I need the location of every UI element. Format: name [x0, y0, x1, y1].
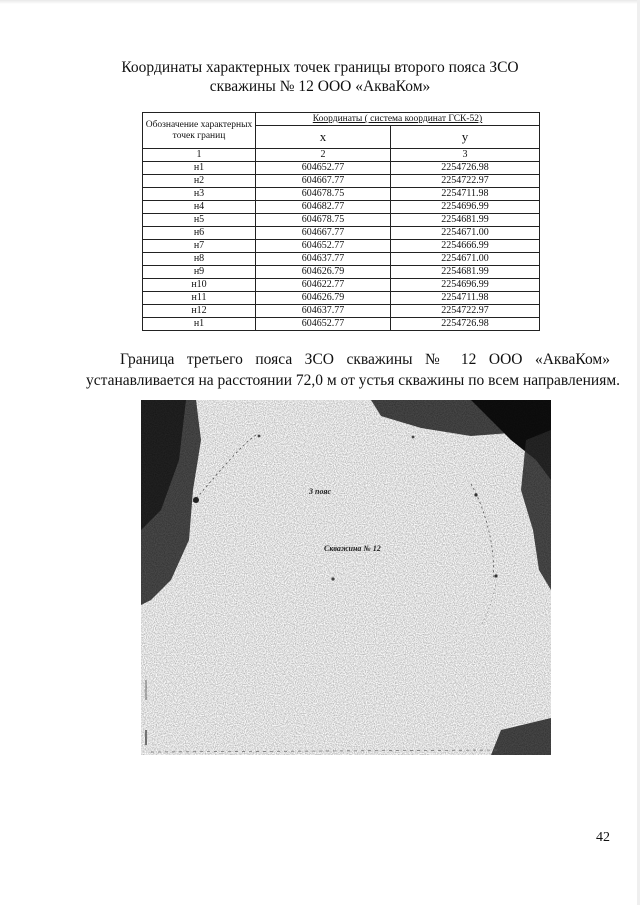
y-value: 2254711.98: [390, 188, 539, 201]
table-row: [143, 227, 540, 240]
col-number-2: 2: [256, 149, 391, 162]
table-row: [143, 240, 540, 253]
point-name: н2: [143, 175, 256, 188]
table-row: [143, 253, 540, 266]
col-header-y: у: [390, 126, 539, 149]
table-row: [143, 162, 540, 175]
table-row: [143, 201, 540, 214]
x-value: 604626.79: [256, 292, 391, 305]
point-name: н12: [143, 305, 256, 318]
point-name: н9: [143, 266, 256, 279]
point-name: н7: [143, 240, 256, 253]
table-row: [143, 214, 540, 227]
x-value: 604678.75: [256, 188, 391, 201]
paragraph-line-1: Граница третьего пояса ЗСО скважины № 12 ООО «АкваКом»: [120, 351, 610, 368]
y-value: 2254696.99: [390, 201, 539, 214]
page-number: 42: [596, 830, 610, 845]
table-row: [143, 318, 540, 331]
y-value: 2254681.99: [390, 214, 539, 227]
table-row: [143, 188, 540, 201]
x-value: 604652.77: [256, 240, 391, 253]
col-number-1: 1: [143, 149, 256, 162]
title-line-1: Координаты характерных точек границы второго пояса ЗСО: [121, 59, 519, 76]
y-value: 2254711.98: [390, 292, 539, 305]
x-value: 604637.77: [256, 253, 391, 266]
y-value: 2254671.00: [390, 227, 539, 240]
third-zone-paragraph: [86, 349, 621, 391]
x-value: 604678.75: [256, 214, 391, 227]
col-header-point-name: Обозначение характерных точек границ: [143, 113, 256, 149]
boundary-point-marker: [412, 436, 415, 439]
col-header-coordinates: Координаты ( система координат ГСК-52): [256, 113, 540, 126]
coordinates-table-body: [143, 162, 540, 331]
y-value: 2254696.99: [390, 279, 539, 292]
well-label: Скважина № 12: [324, 544, 381, 553]
table-row: [143, 279, 540, 292]
x-value: 604637.77: [256, 305, 391, 318]
point-name: н10: [143, 279, 256, 292]
boundary-point-marker: [474, 493, 477, 496]
scan-edge-top: [0, 0, 640, 4]
y-value: 2254722.97: [390, 305, 539, 318]
point-name: н8: [143, 253, 256, 266]
col-number-3: 3: [390, 149, 539, 162]
table-row: [143, 175, 540, 188]
y-value: 2254726.98: [390, 162, 539, 175]
point-name: н1: [143, 318, 256, 331]
x-value: 604626.79: [256, 266, 391, 279]
y-value: 2254666.99: [390, 240, 539, 253]
zone-label: 3 пояс: [309, 487, 332, 496]
x-value: 604667.77: [256, 227, 391, 240]
title-line-2: скважины № 12 ООО «АкваКом»: [209, 78, 431, 95]
paragraph-line-2: устанавливается на расстоянии 72,0 м от устья скважины по всем направлениям.: [86, 372, 621, 389]
coordinates-table: [142, 112, 540, 331]
well-marker: [331, 577, 334, 580]
point-name: н5: [143, 214, 256, 227]
x-value: 604652.77: [256, 318, 391, 331]
y-value: 2254722.97: [390, 175, 539, 188]
y-value: 2254726.98: [390, 318, 539, 331]
point-name: н6: [143, 227, 256, 240]
table-row: [143, 292, 540, 305]
point-name: н3: [143, 188, 256, 201]
document-title: [100, 58, 540, 96]
point-name: н11: [143, 292, 256, 305]
x-value: 604682.77: [256, 201, 391, 214]
x-value: 604667.77: [256, 175, 391, 188]
boundary-point-marker: [193, 497, 199, 503]
point-name: н4: [143, 201, 256, 214]
table-row: [143, 266, 540, 279]
zone-map-image: [141, 400, 551, 755]
scan-noise: [141, 400, 551, 755]
col-header-x: х: [256, 126, 391, 149]
boundary-point-marker: [258, 435, 261, 438]
x-value: 604622.77: [256, 279, 391, 292]
point-name: н1: [143, 162, 256, 175]
map-drawing: [141, 400, 551, 755]
y-value: 2254681.99: [390, 266, 539, 279]
boundary-point-marker: [494, 574, 497, 577]
y-value: 2254671.00: [390, 253, 539, 266]
x-value: 604652.77: [256, 162, 391, 175]
table-row: [143, 305, 540, 318]
